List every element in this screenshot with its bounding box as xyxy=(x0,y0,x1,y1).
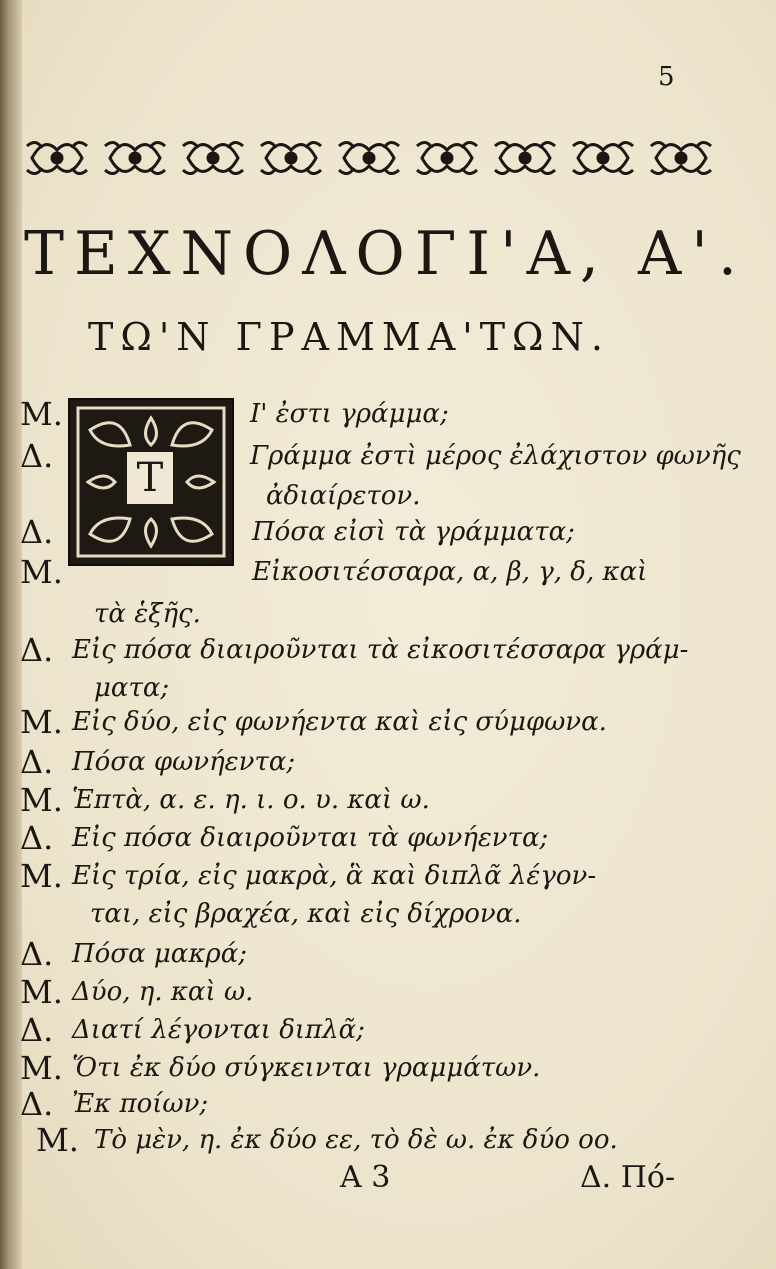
dialogue-line: Ἐκ ποίων; xyxy=(72,1089,209,1119)
dialogue-line: Πόσα μακρά; xyxy=(72,939,248,969)
speaker-label: Μ. xyxy=(36,1121,79,1159)
fleuron-ornament-4 xyxy=(258,128,324,188)
speaker-label: Δ. xyxy=(20,819,54,857)
chapter-subtitle: ΤΩ'Ν ΓΡΑΜΜΑ'ΤΩΝ. xyxy=(88,315,610,359)
speaker-label: Μ. xyxy=(20,857,63,895)
speaker-label: Μ. xyxy=(20,703,63,741)
dialogue-line: Εἰκοσιτέσσαρα, α, β, γ, δ, καὶ xyxy=(252,557,648,587)
dialogue-line: Τὸ μὲν, η. ἐκ δύο εε, τὸ δὲ ω. ἐκ δύο οο. xyxy=(94,1125,618,1155)
speaker-label: Μ. xyxy=(20,973,63,1011)
dialogue-line: Εἰς δύο, εἰς φωνήεντα καὶ εἰς σύμφωνα. xyxy=(72,707,607,737)
dialogue-line: Εἰς πόσα διαιροῦνται τὰ εἰκοσιτέσσαρα γράμ- xyxy=(72,635,689,665)
dialogue-line: Διατί λέγονται διπλᾶ; xyxy=(72,1015,365,1045)
fleuron-ornament-5 xyxy=(336,128,402,188)
catchword: Δ. Πό- xyxy=(580,1160,676,1195)
dialogue-line: Ὅτι ἐκ δύο σύγκεινται γραμμάτων. xyxy=(72,1053,541,1083)
dialogue-line: Εἰς τρία, εἰς μακρὰ, ἃ καὶ διπλᾶ λέγον- xyxy=(72,861,597,891)
fleuron-ornament-6 xyxy=(414,128,480,188)
dialogue-line: Ἑπτὰ, α. ε. η. ι. ο. υ. καὶ ω. xyxy=(72,785,430,815)
dialogue-line: ματα; xyxy=(94,673,170,703)
speaker-label: Δ. xyxy=(20,437,54,475)
fleuron-ornament-1 xyxy=(24,128,90,188)
fleuron-ornament-7 xyxy=(492,128,558,188)
speaker-label: Δ. xyxy=(20,513,54,551)
dialogue-line: Πόσα φωνήεντα; xyxy=(72,747,296,777)
speaker-label: Μ. xyxy=(20,553,63,591)
dialogue-line: Πόσα εἰσὶ τὰ γράμματα; xyxy=(252,517,575,547)
dialogue-line: τὰ ἑξῆς. xyxy=(94,599,201,629)
page-number: 5 xyxy=(658,62,675,92)
speaker-label: Μ. xyxy=(20,1049,63,1087)
speaker-label: Δ. xyxy=(20,743,54,781)
signature-mark: Α 3 xyxy=(340,1160,391,1195)
page-gutter xyxy=(0,0,22,1269)
initial-letter: Τ xyxy=(127,452,173,504)
speaker-label: Δ. xyxy=(20,1011,54,1049)
speaker-label: Δ. xyxy=(20,935,54,973)
fleuron-ornament-9 xyxy=(648,128,714,188)
fleuron-ornament-3 xyxy=(180,128,246,188)
dialogue-line: Ι' ἐστι γράμμα; xyxy=(250,399,449,429)
dialogue-line: Γράμμα ἐστὶ μέρος ἐλάχιστον φωνῆς xyxy=(250,441,741,471)
speaker-label: Μ. xyxy=(20,781,63,819)
speaker-label: Δ. xyxy=(20,1085,54,1123)
dialogue-line: Εἰς πόσα διαιροῦνται τὰ φωνήεντα; xyxy=(72,823,549,853)
fleuron-ornament-8 xyxy=(570,128,636,188)
ornament-border xyxy=(24,128,714,192)
fleuron-ornament-2 xyxy=(102,128,168,188)
dialogue-line: ται, εἰς βραχέα, καὶ εἰς δίχρονα. xyxy=(90,899,522,929)
decorated-initial xyxy=(68,398,234,566)
dialogue-line: ἀδιαίρετον. xyxy=(266,481,421,511)
chapter-title: ΤΕΧΝΟΛΟΓΙ'Α, Α'. xyxy=(24,219,747,289)
dialogue-line: Δύο, η. καὶ ω. xyxy=(72,977,254,1007)
speaker-label: Μ. xyxy=(20,395,63,433)
speaker-label: Δ. xyxy=(20,631,54,669)
